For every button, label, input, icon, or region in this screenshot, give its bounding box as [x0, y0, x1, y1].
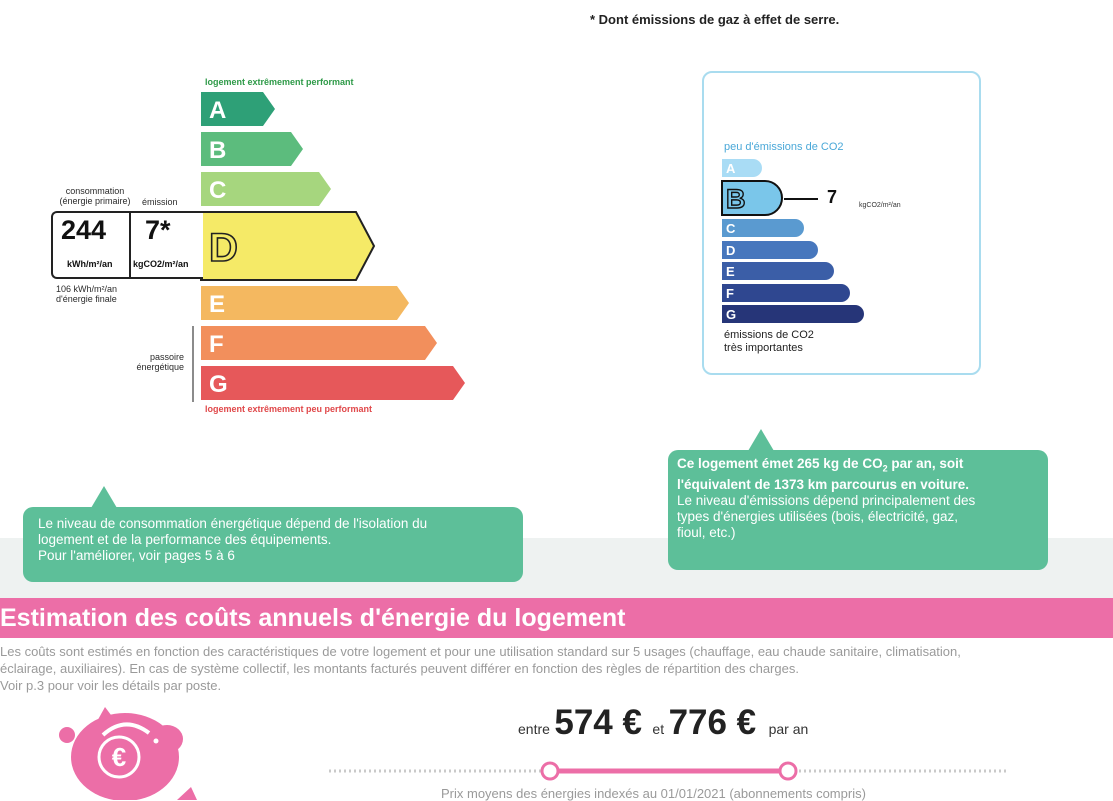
cost-entre: entre: [518, 721, 550, 737]
consumption-label-line2: (énergie primaire): [59, 196, 131, 206]
ges-class-b-letter: B: [726, 184, 746, 214]
cost-range-slider: [325, 758, 1015, 784]
passoire-bracket: [192, 326, 194, 402]
emission-label: émission: [142, 197, 178, 207]
emissions-footnote: * Dont émissions de gaz à effet de serre.: [590, 12, 840, 27]
prices-note: Prix moyens des énergies indexés au 01/01/2021 (abonnements compris): [441, 786, 866, 801]
ges-class-d-bar: [722, 241, 818, 259]
dpe-class-g-arrow: [201, 366, 465, 400]
ges-bottom-line1: émissions de CO2: [724, 329, 814, 341]
dpe-class-f-arrow: [201, 326, 437, 360]
range-max-handle: [780, 763, 796, 779]
ges-class-c-letter: C: [726, 221, 736, 236]
emission-value: 7*: [145, 215, 171, 245]
consumption-info-bubble: [23, 507, 523, 582]
dpe-class-e-letter: E: [209, 291, 226, 318]
right-bubble-bold2: par an, soit: [887, 456, 964, 471]
final-energy-note: [56, 284, 117, 304]
ges-class-f-letter: F: [726, 286, 734, 301]
left-bubble-pointer: [91, 486, 117, 508]
dpe-class-d-letter: D: [209, 226, 238, 270]
ges-top-label: peu d'émissions de CO2: [724, 141, 844, 153]
costs-title: Estimation des coûts annuels d'énergie du logement: [0, 604, 626, 632]
co2-subscript: 2: [882, 463, 888, 474]
ges-class-f-bar: [722, 284, 850, 302]
ges-bottom-line2: très importantes: [724, 342, 803, 354]
right-bubble-text2: types d'énergies utilisées (bois, électricité, gaz,: [677, 508, 958, 524]
dpe-class-e-arrow: [201, 286, 409, 320]
consumption-value: 244: [61, 215, 107, 245]
cost-par-an: par an: [768, 721, 809, 737]
right-bubble-pointer: [748, 429, 774, 451]
dpe-top-label: logement extrêmement performant: [205, 77, 354, 87]
ges-class-e-letter: E: [726, 264, 735, 279]
right-bubble-text1: Le niveau d'émissions dépend principalement des: [677, 492, 976, 508]
ges-bottom-label: [724, 329, 814, 355]
cost-range: [518, 703, 808, 743]
costs-para-line2: éclairage, auxiliaires). En cas de système collectif, les montants facturés peuvent différer en fonction des règles de répartition des charges.: [0, 661, 799, 676]
cost-max: 776 €: [668, 703, 757, 742]
final-energy-line1: 106 kWh/m²/an: [56, 284, 118, 294]
passoire-line2: énergétique: [136, 362, 184, 372]
emissions-info-bubble: [668, 450, 1048, 570]
consumption-unit: kWh/m²/an: [67, 259, 113, 269]
euro-symbol: €: [111, 742, 127, 772]
consumption-label: [56, 186, 134, 206]
ges-class-d-letter: D: [726, 243, 736, 258]
costs-para-line3: Voir p.3 pour voir les détails par poste.: [0, 678, 222, 693]
ges-value: 7: [827, 187, 838, 207]
right-bubble-bold3: l'équivalent de 1373 km parcourus en voiture.: [677, 476, 970, 492]
right-bubble-bold-line1: [677, 456, 1039, 477]
costs-para-line1: Les coûts sont estimés en fonction des caractéristiques de votre logement et pour une utilisation standard sur 5 usages (chauffage, eau chaude sanitaire, climatisation,: [0, 644, 961, 659]
ges-scale: [700, 150, 980, 330]
emission-unit: kgCO2/m²/an: [133, 259, 189, 269]
ges-unit: kgCO2/m²/an: [859, 202, 901, 209]
cost-et: et: [652, 721, 665, 737]
left-bubble-line2: logement et de la performance des équipements.: [38, 532, 332, 547]
energy-box-divider: [129, 213, 131, 279]
dpe-bottom-label: logement extrêmement peu performant: [205, 404, 373, 414]
dpe-class-f-letter: F: [209, 331, 224, 358]
right-bubble-text3: fioul, etc.): [677, 524, 736, 540]
ges-class-e-bar: [722, 262, 834, 280]
right-bubble-bold1: Ce logement émet 265 kg de CO: [677, 456, 883, 471]
range-min-handle: [542, 763, 558, 779]
dpe-class-a-letter: A: [209, 97, 227, 124]
dpe-class-c-letter: C: [209, 177, 227, 204]
ges-pointer-line: [784, 198, 818, 200]
left-bubble-line3: Pour l'améliorer, voir pages 5 à 6: [38, 548, 235, 563]
consumption-label-line1: consommation: [65, 186, 125, 196]
dpe-class-g-letter: G: [209, 371, 228, 398]
ges-class-a-letter: A: [726, 161, 736, 176]
piggy-bank-icon: [55, 705, 205, 800]
costs-description: [0, 643, 1113, 694]
cost-min: 574 €: [554, 703, 642, 742]
ges-class-g-letter: G: [726, 307, 737, 322]
passoire-label: [120, 352, 184, 372]
energy-value-box: [51, 211, 203, 279]
passoire-line1: passoire: [149, 352, 184, 362]
left-bubble-line1: Le niveau de consommation énergétique dépend de l'isolation du: [38, 516, 428, 531]
final-energy-line2: d'énergie finale: [56, 294, 117, 304]
dpe-class-b-letter: B: [209, 137, 227, 164]
ges-class-g-bar: [722, 305, 864, 323]
